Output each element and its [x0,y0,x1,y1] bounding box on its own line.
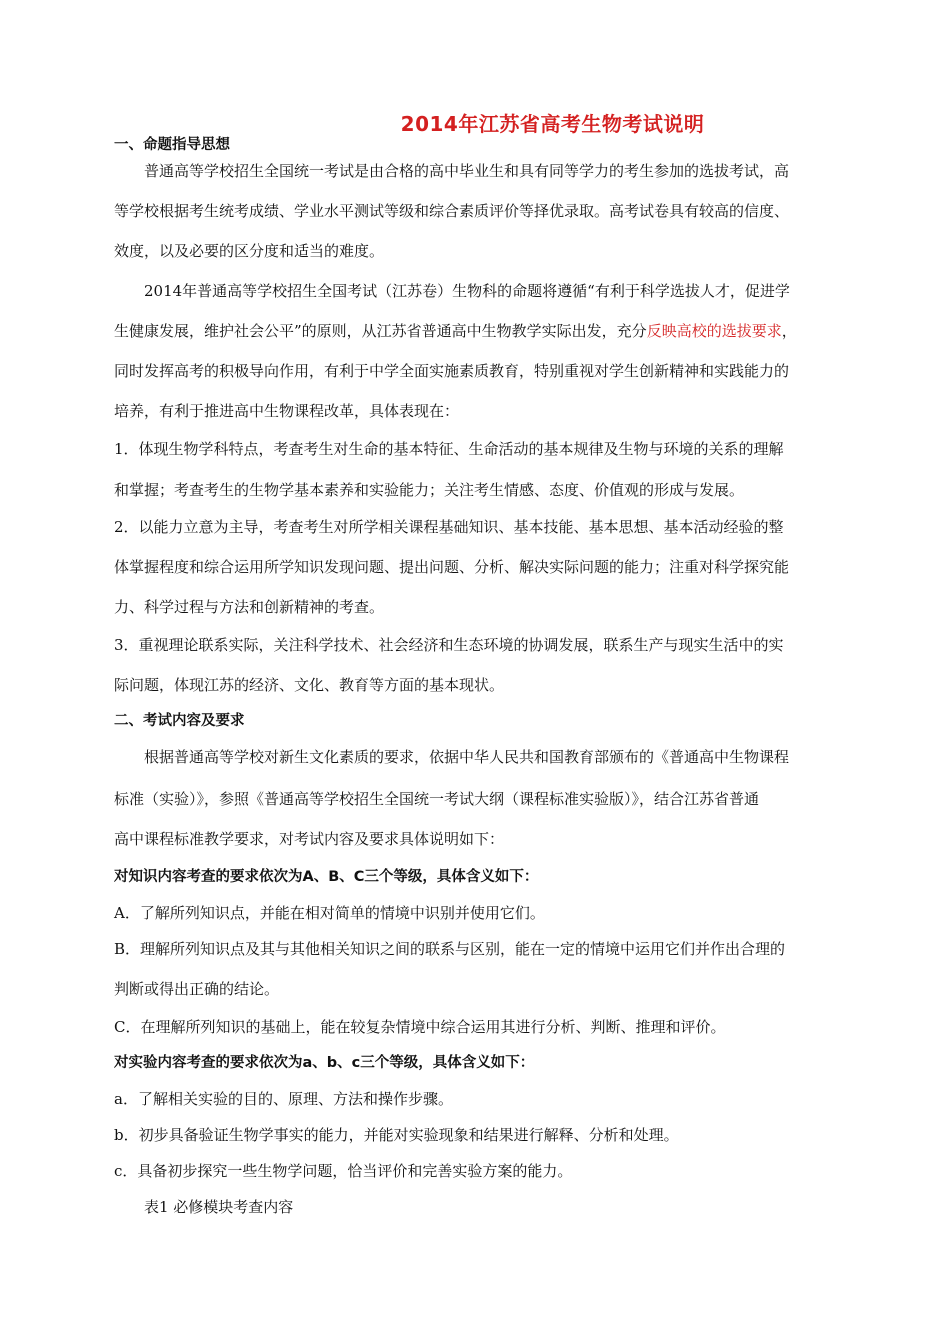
paragraph-line: 同时发挥高考的积极导向作用，有利于中学全面实施素质教育，特别重视对学生创新精神和实践能力的 [114,362,790,380]
paragraph-text: 生健康发展，维护社会公平”的原则，从江苏省普通高中生物教学实际出发，充分 [114,322,647,340]
list-item: 体掌握程度和综合运用所学知识发现问题、提出问题、分析、解决实际问题的能力；注重对科学探究能 [114,558,790,576]
paragraph-line: 效度，以及必要的区分度和适当的难度。 [114,242,385,260]
paragraph-line [114,320,874,342]
paragraph-line: 标准（实验）》，参照《普通高等学校招生全国统一考试大纲（课程标准实验版）》，结合江苏省普通 [114,790,760,808]
paragraph-line: 高中课程标准教学要求，对考试内容及要求具体说明如下： [114,830,505,848]
list-item: 3．重视理论联系实际，关注科学技术、社会经济和生态环境的协调发展，联系生产与现实生活中的实 [114,636,784,654]
list-item: 2．以能力立意为主导，考查考生对所学相关课程基础知识、基本技能、基本思想、基本活动经验的整 [114,518,784,536]
paragraph-line: 普通高等学校招生全国统一考试是由合格的高中毕业生和具有同等学力的考生参加的选拔考试，高 [144,162,790,180]
section-1-heading: 一、命题指导思想 [114,137,230,153]
paragraph-line: 培养，有利于推进高中生物课程改革，具体表现在： [114,402,460,420]
list-item: b．初步具备验证生物学事实的能力，并能对实验现象和结果进行解释、分析和处理。 [114,1126,679,1144]
list-item: C．在理解所列知识的基础上，能在较复杂情境中综合运用其进行分析、判断、推理和评价。 [114,1018,726,1036]
list-item: 际问题，体现江苏的经济、文化、教育等方面的基本现状。 [114,676,505,694]
experiment-levels-heading: 对实验内容考查的要求依次为a、b、c三个等级，具体含义如下： [114,1055,535,1071]
paragraph-line: 等学校根据考生统考成绩、学业水平测试等级和综合素质评价等择优录取。高考试卷具有较高的信度、 [114,202,790,220]
section-2-heading: 二、考试内容及要求 [114,713,245,729]
paragraph-line: 2014年普通高等学校招生全国考试（江苏卷）生物科的命题将遵循“有利于科学选拔人才，促进学 [144,282,790,300]
list-item: 和掌握；考查考生的生物学基本素养和实验能力；关注考生情感、态度、价值观的形成与发展。 [114,481,745,499]
table-caption: 表1 必修模块考查内容 [144,1198,294,1216]
list-item: a．了解相关实验的目的、原理、方法和操作步骤。 [114,1090,453,1108]
list-item: 力、科学过程与方法和创新精神的考查。 [114,598,385,616]
list-item: A．了解所列知识点，并能在相对简单的情境中识别并使用它们。 [114,904,545,922]
list-item: 判断或得出正确的结论。 [114,980,280,998]
knowledge-levels-heading: 对知识内容考查的要求依次为A、B、C三个等级，具体含义如下： [114,869,539,885]
highlighted-text: 反映高校的选拔要求 [646,322,782,340]
list-item: c．具备初步探究一些生物学问题，恰当评价和完善实验方案的能力。 [114,1162,573,1180]
list-item: 1．体现生物学科特点，考查考生对生命的基本特征、生命活动的基本规律及生物与环境的关系的理解 [114,440,784,458]
list-item: B．理解所列知识点及其与其他相关知识之间的联系与区别，能在一定的情境中运用它们并作出合理的 [114,940,786,958]
paragraph-text: ， [781,322,797,340]
document-title: 2014年江苏省高考生物考试说明 [400,112,705,136]
paragraph-line: 根据普通高等学校对新生文化素质的要求，依据中华人民共和国教育部颁布的《普通高中生物课程 [144,748,790,766]
